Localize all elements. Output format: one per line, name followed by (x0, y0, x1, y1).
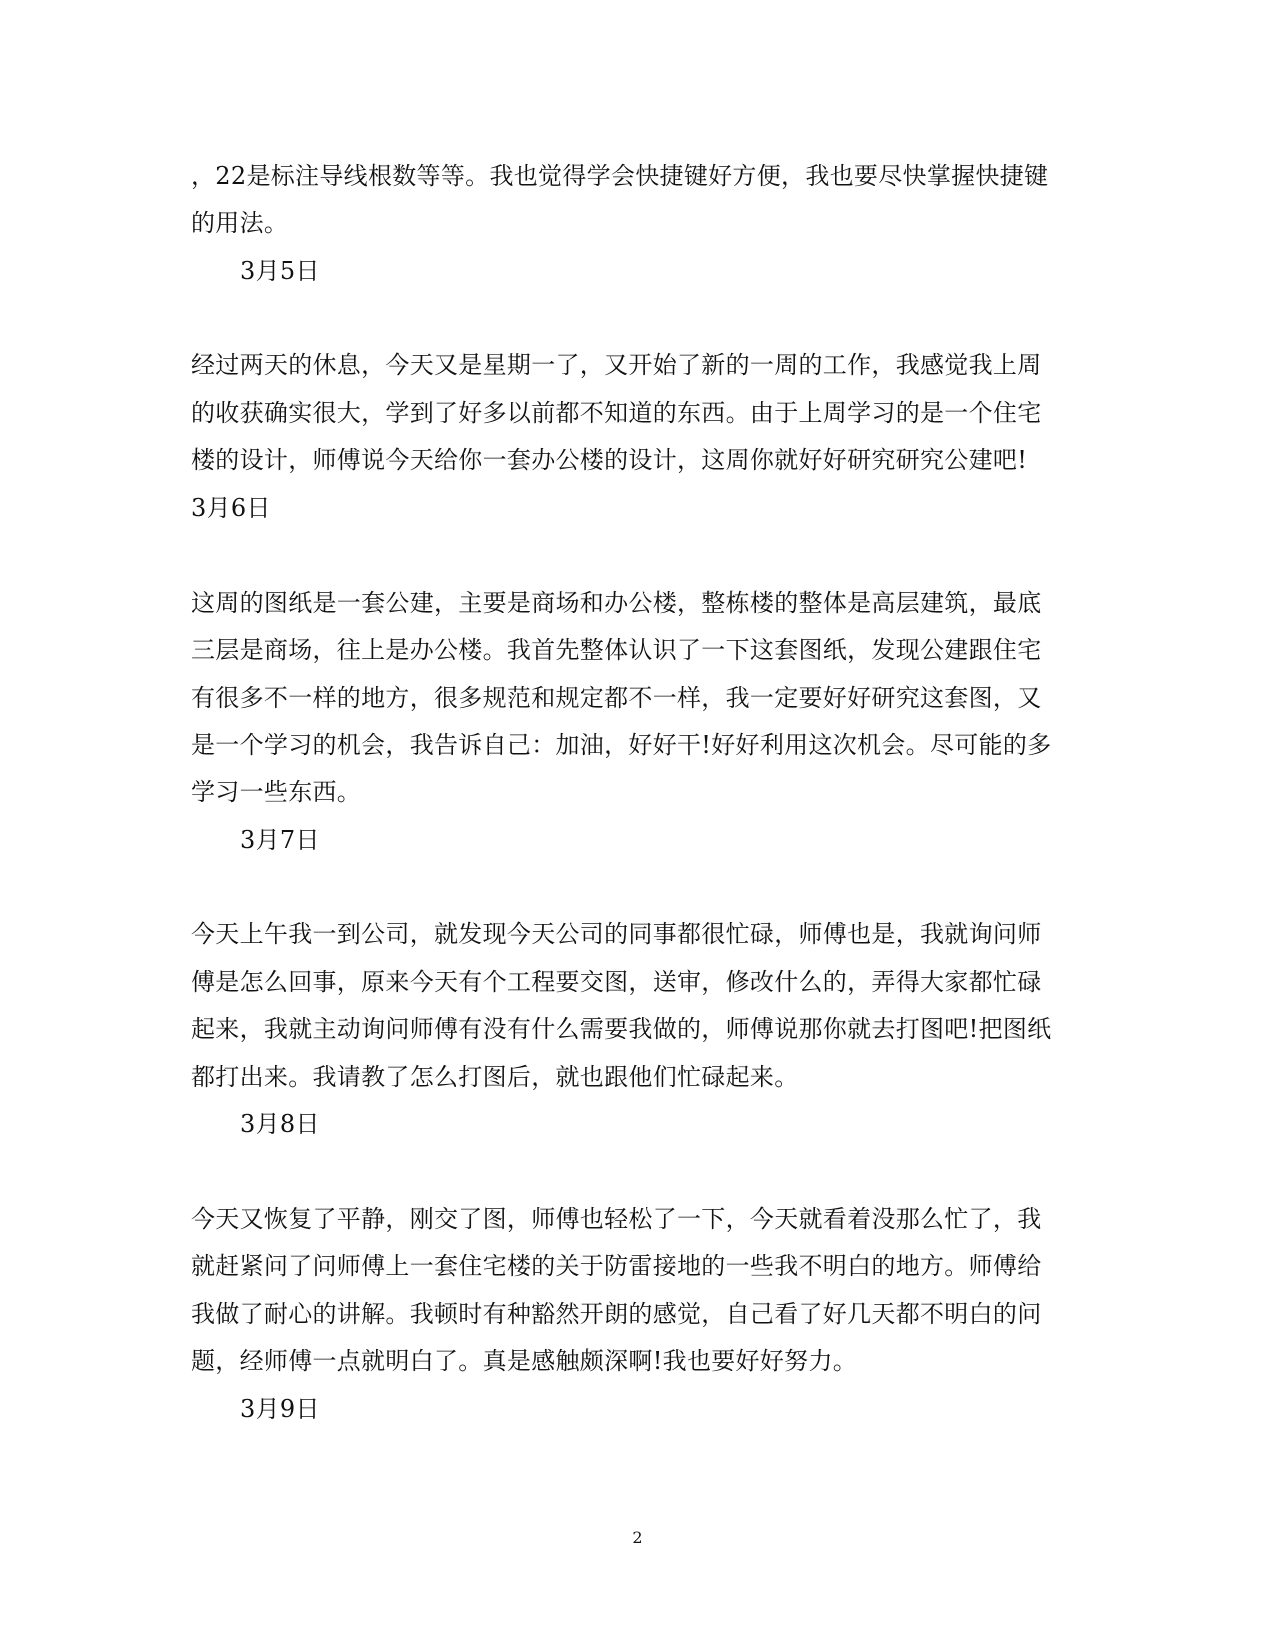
text-line: 题，经师傅一点就明白了。真是感触颇深啊!我也要好好努力。 (191, 1347, 858, 1375)
text-line: 都打出来。我请教了怎么打图后，就也跟他们忙碌起来。 (191, 1063, 799, 1091)
text-line: 的收获确实很大，学到了好多以前都不知道的东西。由于上周学习的是一个住宅 (191, 399, 1042, 427)
text-line: 三层是商场，往上是办公楼。我首先整体认识了一下这套图纸，发现公建跟住宅 (191, 636, 1042, 664)
text-line: 今天上午我一到公司，就发现今天公司的同事都很忙碌，师傅也是，我就询问师 (191, 920, 1042, 948)
page-number: 2 (632, 1528, 643, 1547)
text-line: 有很多不一样的地方，很多规范和规定都不一样，我一定要好好研究这套图，又 (191, 684, 1042, 712)
text-line: 经过两天的休息，今天又是星期一了，又开始了新的一周的工作，我感觉我上周 (191, 351, 1042, 379)
date-heading: 3月8日 (240, 1110, 320, 1138)
date-heading: 3月6日 (191, 494, 271, 522)
date-heading: 3月9日 (240, 1395, 320, 1423)
date-heading: 3月7日 (240, 826, 320, 854)
text-line: 的用法。 (191, 209, 289, 237)
text-line: 起来，我就主动询问师傅有没有什么需要我做的，师傅说那你就去打图吧!把图纸 (191, 1015, 1052, 1043)
text-line: ，22是标注导线根数等等。我也觉得学会快捷键好方便，我也要尽快掌握快捷键 (191, 162, 1049, 190)
text-line: 楼的设计，师傅说今天给你一套办公楼的设计，这周你就好好研究研究公建吧! (191, 446, 1028, 474)
date-heading: 3月5日 (240, 257, 320, 285)
text-line: 傅是怎么回事，原来今天有个工程要交图，送审，修改什么的，弄得大家都忙碌 (191, 968, 1042, 996)
text-line: 我做了耐心的讲解。我顿时有种豁然开朗的感觉，自己看了好几天都不明白的问 (191, 1300, 1042, 1328)
text-line: 学习一些东西。 (191, 778, 362, 806)
text-line: 就赶紧问了问师傅上一套住宅楼的关于防雷接地的一些我不明白的地方。师傅给 (191, 1252, 1042, 1280)
text-line: 是一个学习的机会，我告诉自己：加油，好好干!好好利用这次机会。尽可能的多 (191, 731, 1052, 759)
text-line: 今天又恢复了平静，刚交了图，师傅也轻松了一下，今天就看着没那么忙了，我 (191, 1205, 1042, 1233)
text-line: 这周的图纸是一套公建，主要是商场和办公楼，整栋楼的整体是高层建筑，最底 (191, 589, 1042, 617)
